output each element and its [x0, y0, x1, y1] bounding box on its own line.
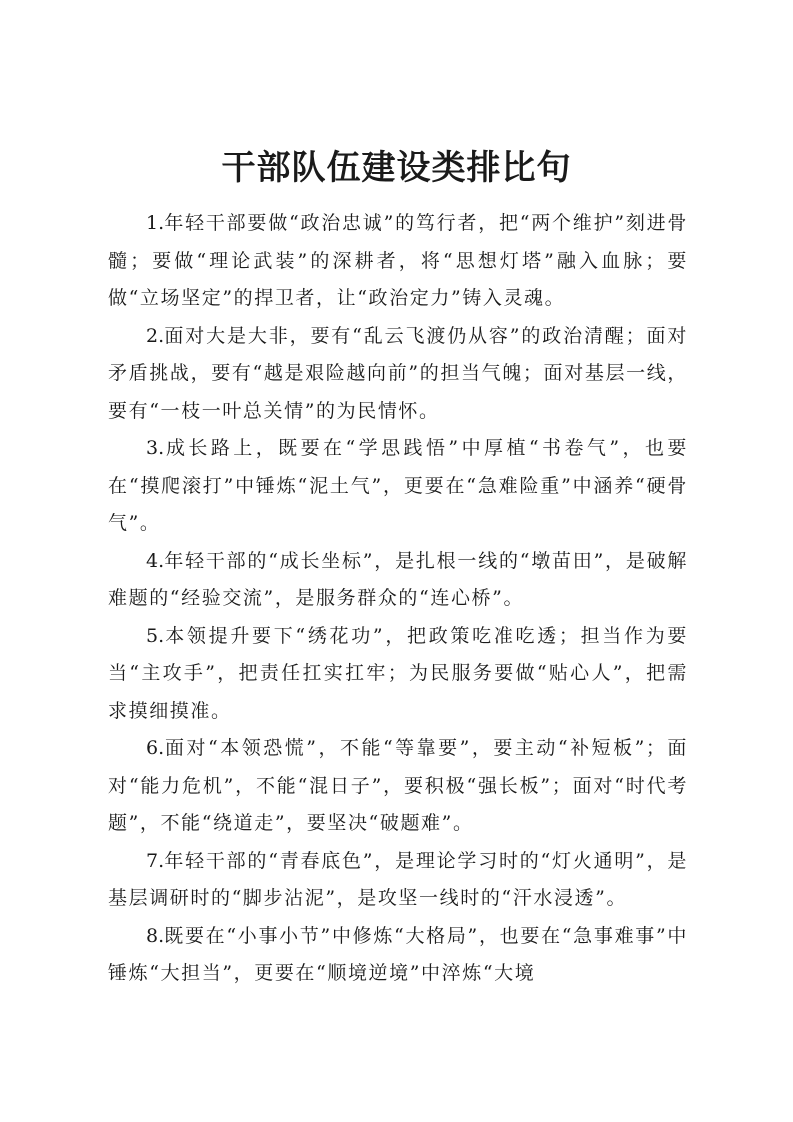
paragraph-text: 成长路上，既要在“学思践悟”中厚植“书卷气”，也要在“摸爬滚打”中锤炼“泥土气”，更要在“急难险重”中涵养“硬骨气”。 — [108, 437, 688, 534]
paragraph-3 — [108, 430, 688, 543]
paragraph-number: 4. — [146, 549, 165, 572]
paragraph-text: 本领提升要下“绣花功”，把政策吃准吃透；担当作为要当“主攻手”，把责任扛实扛牢；为民服务要做“贴心人”，把需求摸细摸准。 — [108, 624, 688, 722]
paragraph-4 — [108, 543, 688, 618]
paragraph-number: 8. — [146, 924, 165, 947]
paragraph-text: 年轻干部的“成长坐标”，是扎根一线的“墩苗田”，是破解难题的“经验交流”，是服务群众的“连心桥”。 — [108, 549, 688, 609]
paragraph-number: 6. — [146, 737, 165, 759]
paragraph-text: 既要在“小事小节”中修炼“大格局”，也要在“急事难事”中锤炼“大担当”，更要在“顺境逆境”中淬炼“大境 — [108, 924, 688, 984]
paragraph-number: 5. — [146, 624, 165, 647]
paragraph-number: 7. — [146, 849, 165, 872]
document-title: 干部队伍建设类排比句 — [221, 148, 572, 188]
paragraph-text: 年轻干部要做“政治忠诚”的笃行者，把“两个维护”刻进骨髓；要做“理论武装”的深耕者，将“思想灯塔”融入血脉；要做“立场坚定”的捍卫者，让“政治定力”铸入灵魂。 — [108, 212, 688, 309]
paragraph-1 — [108, 205, 688, 318]
paragraph-number: 3. — [146, 437, 165, 459]
paragraph-number: 1. — [146, 212, 165, 234]
paragraph-7 — [108, 843, 688, 918]
paragraph-text: 面对大是大非，要有“乱云飞渡仍从容”的政治清醒；面对矛盾挑战，要有“越是艰险越向前”的担当气魄；面对基层一线，要有“一枝一叶总关情”的为民情怀。 — [108, 324, 688, 422]
paragraph-5 — [108, 618, 688, 731]
paragraph-text: 面对“本领恐慌”，不能“等靠要”，要主动“补短板”；面对“能力危机”，不能“混日子”，要积极“强长板”；面对“时代考题”，不能“绕道走”，要坚决“破题难”。 — [108, 737, 688, 834]
paragraph-2 — [108, 318, 688, 431]
paragraph-number: 2. — [146, 324, 165, 347]
paragraph-text: 年轻干部的“青春底色”，是理论学习时的“灯火通明”，是基层调研时的“脚步沾泥”，是攻坚一线时的“汗水浸透”。 — [108, 849, 688, 909]
document-body — [108, 205, 688, 993]
paragraph-8 — [108, 918, 688, 993]
paragraph-6 — [108, 730, 688, 843]
